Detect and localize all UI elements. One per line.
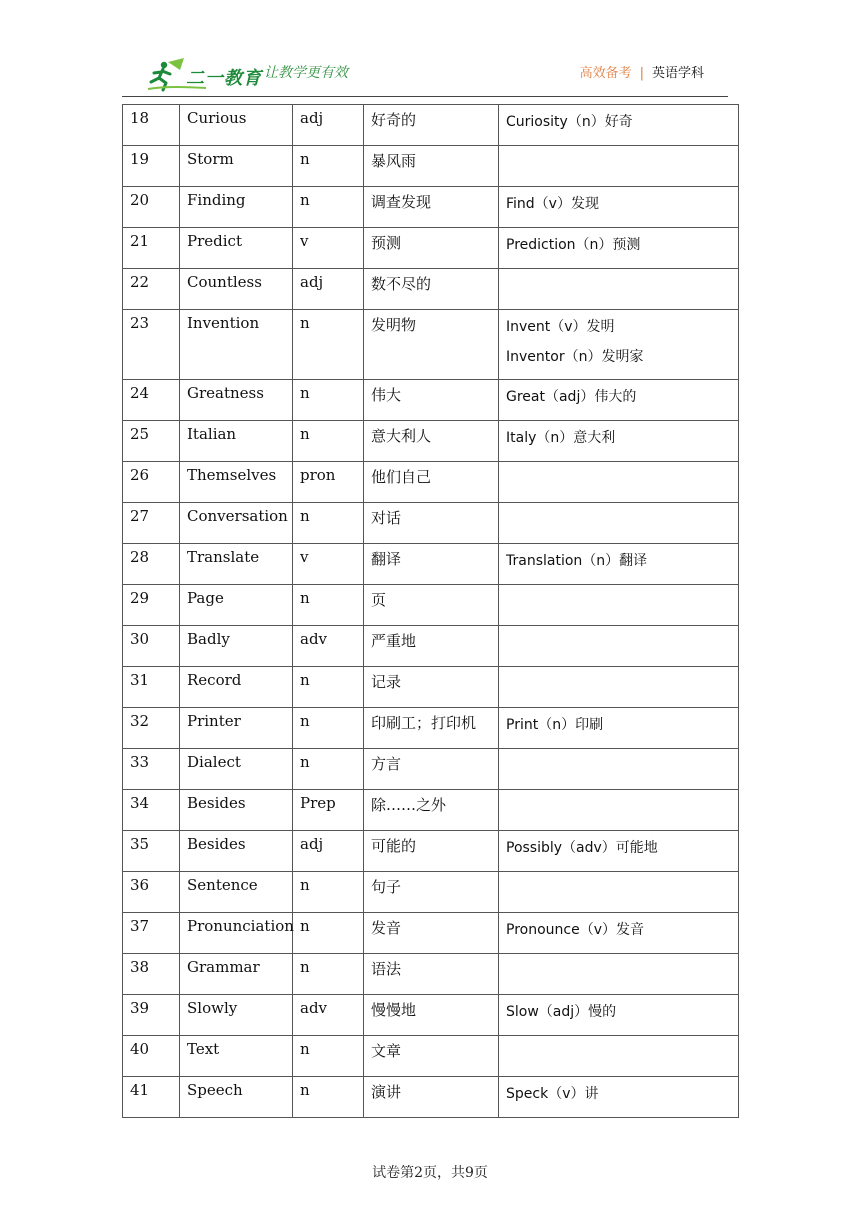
part-of-speech-cell: v (293, 544, 364, 585)
part-of-speech-cell: n (293, 187, 364, 228)
row-number: 36 (123, 872, 180, 913)
meaning-cell: 句子 (364, 872, 499, 913)
word-cell: Grammar (180, 954, 293, 995)
word-cell: Predict (180, 228, 293, 269)
table-row (123, 913, 739, 954)
table-row (123, 1077, 739, 1118)
part-of-speech-cell: n (293, 872, 364, 913)
part-of-speech-cell: n (293, 913, 364, 954)
table-row (123, 790, 739, 831)
logo-name: 二一教育 (186, 68, 262, 89)
part-of-speech-cell: n (293, 708, 364, 749)
row-number: 39 (123, 995, 180, 1036)
word-cell: Pronunciation (180, 913, 293, 954)
meaning-cell: 对话 (364, 503, 499, 544)
row-number: 35 (123, 831, 180, 872)
header-divider (122, 96, 728, 97)
related-form: Italy（n）意大利 (506, 430, 616, 446)
related-forms-cell (499, 187, 739, 228)
header-accent-label: 高效备考 (579, 66, 632, 81)
header-subject-label: 英语学科 (651, 66, 704, 81)
related-forms-cell (499, 544, 739, 585)
related-forms-cell (499, 790, 739, 831)
part-of-speech-cell: n (293, 421, 364, 462)
row-number: 33 (123, 749, 180, 790)
table-row (123, 1036, 739, 1077)
related-forms-cell (499, 831, 739, 872)
related-forms-cell (499, 269, 739, 310)
related-form: Print（n）印刷 (506, 717, 604, 733)
related-forms-cell (499, 503, 739, 544)
related-form: Great（adj）伟大的 (506, 389, 637, 405)
table-row (123, 269, 739, 310)
related-forms-cell (499, 667, 739, 708)
related-form: Find（v）发现 (506, 196, 599, 212)
part-of-speech-cell: adv (293, 995, 364, 1036)
related-forms-cell (499, 872, 739, 913)
word-cell: Invention (180, 310, 293, 380)
table-row (123, 310, 739, 380)
related-forms-cell (499, 462, 739, 503)
related-form: Slow（adj）慢的 (506, 1004, 617, 1020)
row-number: 24 (123, 380, 180, 421)
page-footer: 试卷第2页，共9页 (372, 1165, 488, 1181)
related-forms-cell (499, 146, 739, 187)
table-row (123, 626, 739, 667)
row-number: 31 (123, 667, 180, 708)
related-forms-cell (499, 228, 739, 269)
row-number: 19 (123, 146, 180, 187)
word-cell: Conversation (180, 503, 293, 544)
meaning-cell: 预测 (364, 228, 499, 269)
page-header (0, 0, 860, 100)
word-cell: Besides (180, 790, 293, 831)
row-number: 25 (123, 421, 180, 462)
meaning-cell: 演讲 (364, 1077, 499, 1118)
related-form: Prediction（n）预测 (506, 237, 641, 253)
related-form: Translation（n）翻译 (506, 553, 648, 569)
row-number: 28 (123, 544, 180, 585)
part-of-speech-cell: n (293, 585, 364, 626)
meaning-cell: 语法 (364, 954, 499, 995)
row-number: 18 (123, 105, 180, 146)
table-row (123, 749, 739, 790)
related-forms-cell (499, 421, 739, 462)
related-forms-cell (499, 708, 739, 749)
related-form: Possibly（adv）可能地 (506, 840, 658, 856)
part-of-speech-cell: adj (293, 269, 364, 310)
part-of-speech-cell: n (293, 1036, 364, 1077)
meaning-cell: 除……之外 (364, 790, 499, 831)
part-of-speech-cell: n (293, 310, 364, 380)
table-row (123, 954, 739, 995)
word-cell: Besides (180, 831, 293, 872)
related-forms-cell (499, 105, 739, 146)
related-forms-cell (499, 310, 739, 380)
table-row (123, 544, 739, 585)
part-of-speech-cell: n (293, 954, 364, 995)
part-of-speech-cell: v (293, 228, 364, 269)
related-form: Speck（v）讲 (506, 1086, 599, 1102)
word-cell: Speech (180, 1077, 293, 1118)
word-cell: Greatness (180, 380, 293, 421)
table-row (123, 228, 739, 269)
part-of-speech-cell: adj (293, 105, 364, 146)
row-number: 26 (123, 462, 180, 503)
word-cell: Curious (180, 105, 293, 146)
part-of-speech-cell: n (293, 380, 364, 421)
table-row (123, 995, 739, 1036)
meaning-cell: 伟大 (364, 380, 499, 421)
meaning-cell: 方言 (364, 749, 499, 790)
slogan: 让教学更有效 (264, 65, 348, 81)
meaning-cell: 文章 (364, 1036, 499, 1077)
table-row (123, 187, 739, 228)
word-cell: Translate (180, 544, 293, 585)
row-number: 23 (123, 310, 180, 380)
header-subject (580, 62, 704, 81)
row-number: 41 (123, 1077, 180, 1118)
table-row (123, 462, 739, 503)
table-row (123, 421, 739, 462)
row-number: 22 (123, 269, 180, 310)
vocabulary-table (122, 104, 739, 1118)
word-cell: Badly (180, 626, 293, 667)
meaning-cell: 可能的 (364, 831, 499, 872)
meaning-cell: 意大利人 (364, 421, 499, 462)
meaning-cell: 页 (364, 585, 499, 626)
table-row (123, 831, 739, 872)
word-cell: Record (180, 667, 293, 708)
part-of-speech-cell: Prep (293, 790, 364, 831)
meaning-cell: 发明物 (364, 310, 499, 380)
part-of-speech-cell: adj (293, 831, 364, 872)
meaning-cell: 数不尽的 (364, 269, 499, 310)
meaning-cell: 调查发现 (364, 187, 499, 228)
related-form: Pronounce（v）发音 (506, 922, 644, 938)
meaning-cell: 印刷工；打印机 (364, 708, 499, 749)
row-number: 37 (123, 913, 180, 954)
meaning-cell: 翻译 (364, 544, 499, 585)
part-of-speech-cell: n (293, 1077, 364, 1118)
table-row (123, 667, 739, 708)
meaning-cell: 记录 (364, 667, 499, 708)
part-of-speech-cell: n (293, 749, 364, 790)
meaning-cell: 慢慢地 (364, 995, 499, 1036)
row-number: 40 (123, 1036, 180, 1077)
row-number: 21 (123, 228, 180, 269)
table-row (123, 708, 739, 749)
related-forms-cell (499, 749, 739, 790)
related-form: Curiosity（n）好奇 (506, 114, 633, 130)
meaning-cell: 暴风雨 (364, 146, 499, 187)
row-number: 30 (123, 626, 180, 667)
part-of-speech-cell: n (293, 667, 364, 708)
meaning-cell: 严重地 (364, 626, 499, 667)
table-row (123, 872, 739, 913)
word-cell: Slowly (180, 995, 293, 1036)
row-number: 38 (123, 954, 180, 995)
related-form: Inventor（n）发明家 (506, 349, 644, 365)
header-separator: | (639, 66, 644, 81)
related-forms-cell (499, 585, 739, 626)
related-forms-cell (499, 995, 739, 1036)
table-row (123, 380, 739, 421)
word-cell: Finding (180, 187, 293, 228)
related-forms-cell (499, 913, 739, 954)
word-cell: Sentence (180, 872, 293, 913)
table-row (123, 503, 739, 544)
word-cell: Themselves (180, 462, 293, 503)
related-form: Invent（v）发明 (506, 319, 615, 335)
table-row (123, 585, 739, 626)
meaning-cell: 好奇的 (364, 105, 499, 146)
word-cell: Page (180, 585, 293, 626)
related-forms-cell (499, 1036, 739, 1077)
meaning-cell: 发音 (364, 913, 499, 954)
word-cell: Dialect (180, 749, 293, 790)
part-of-speech-cell: n (293, 146, 364, 187)
word-cell: Italian (180, 421, 293, 462)
part-of-speech-cell: n (293, 503, 364, 544)
word-cell: Countless (180, 269, 293, 310)
related-forms-cell (499, 380, 739, 421)
related-forms-cell (499, 626, 739, 667)
row-number: 32 (123, 708, 180, 749)
row-number: 34 (123, 790, 180, 831)
part-of-speech-cell: pron (293, 462, 364, 503)
word-cell: Storm (180, 146, 293, 187)
table-row (123, 105, 739, 146)
row-number: 20 (123, 187, 180, 228)
word-cell: Text (180, 1036, 293, 1077)
table-row (123, 146, 739, 187)
word-cell: Printer (180, 708, 293, 749)
part-of-speech-cell: adv (293, 626, 364, 667)
meaning-cell: 他们自己 (364, 462, 499, 503)
related-forms-cell (499, 1077, 739, 1118)
related-forms-cell (499, 954, 739, 995)
row-number: 29 (123, 585, 180, 626)
vocabulary-table-body (123, 105, 739, 1118)
row-number: 27 (123, 503, 180, 544)
